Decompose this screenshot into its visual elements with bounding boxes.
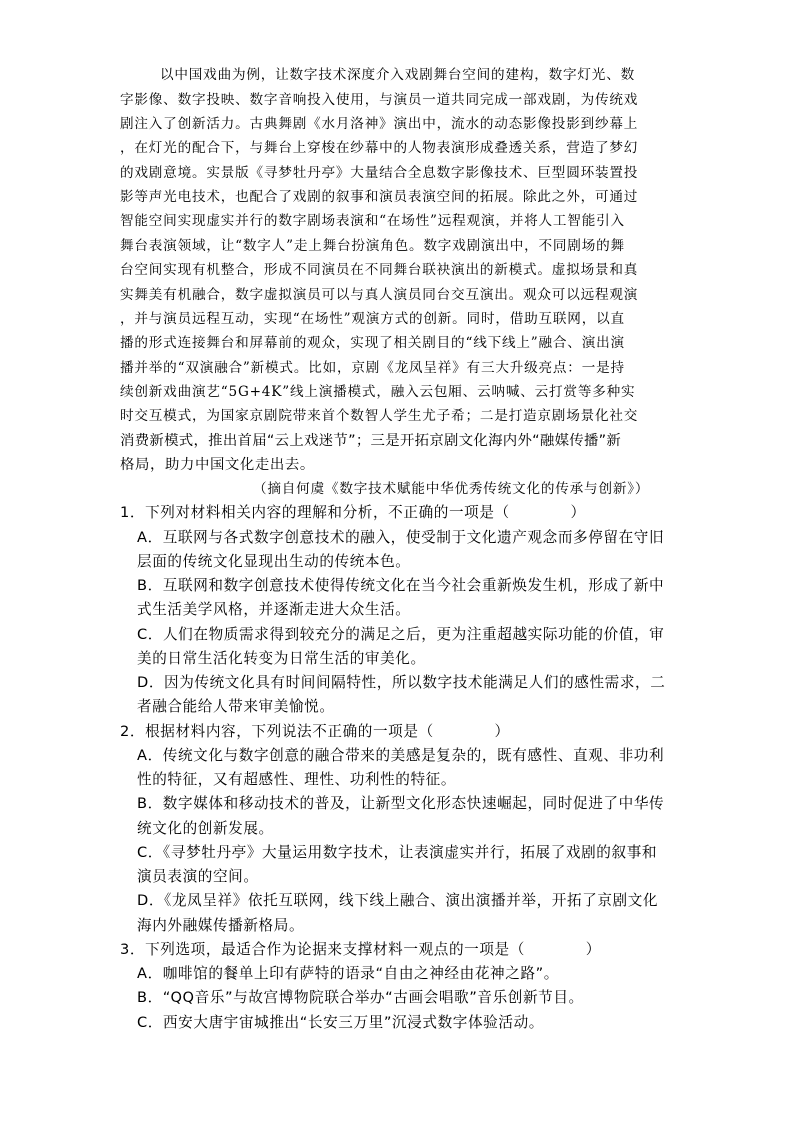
passage-line: 智能空间实现虚实并行的数字剧场表演和“在场性”远程观演，并将人工智能引入 [120,213,625,229]
passage-line: 播的形式连接舞台和屏幕前的观众，实现了相关剧目的“线下线上”融合、演出演 [120,335,625,351]
passage-line: ，在灯光的配合下，与舞台上穿梭在纱幕中的人物表演形成叠透关系，营造了梦幻 [120,140,639,156]
passage-line: 字影像、数字投映、数字音响投入使用，与演员一道共同完成一部戏剧，为传统戏 [120,92,639,108]
passage-line: 续创新戏曲演艺“5G+4K”线上演播模式，融入云包厢、云呐喊、云打赏等多种实 [120,384,636,400]
passage-line: 以中国戏曲为例，让数字技术深度介入戏剧舞台空间的建构，数字灯光、数 [160,67,635,83]
question-3-option-a: A．咖啡馆的餐单上印有萨特的语录“自由之神经由花神之路”。 [137,965,559,982]
source-citation: （摘自何虞《数字技术赋能中华优秀传统文化的传承与创新》） [253,481,650,497]
question-1-option-c: C．人们在物质需求得到较充分的满足之后，更为注重超越实际功能的价值，审 [137,626,665,643]
passage-line: 舞台表演领域，让“数字人”走上舞台扮演角色。数字戏剧演出中，不同剧场的舞 [120,238,625,254]
question-1-option-b-cont: 式生活美学风格，并逐渐走进大众生活。 [137,601,411,618]
question-1-option-a: A．互联网与各式数字创意技术的融入，使受制于文化遗产观念而多停留在守旧 [137,529,665,546]
question-2-option-b-cont: 统文化的创新发展。 [137,820,274,837]
question-2-option-d: D．《龙凤呈祥》依托互联网，线下线上融合、演出演播并举，开拓了京剧文化 [137,892,659,909]
question-1-option-a-cont: 层面的传统文化显现出生动的传统本色。 [137,553,411,570]
question-2-option-c-cont: 演员表演的空间。 [137,868,259,885]
passage-end: 格局，助力中国文化走出去。 [120,457,315,473]
passage-line: 剧注入了创新活力。古典舞剧《水月洛神》演出中，流水的动态影像投影到纱幕上 [120,116,639,132]
passage-line: 实舞美有机融合，数字虚拟演员可以与真人演员同台交互演出。观众可以远程观演 [120,287,639,303]
question-1-option-c-cont: 美的日常生活化转变为日常生活的审美化。 [137,650,426,667]
question-1-option-b: B．互联网和数字创意技术使得传统文化在当今社会重新焕发生机，形成了新中 [137,577,665,594]
question-2-stem: 2．根据材料内容，下列说法不正确的一项是（ ） [120,723,510,740]
question-3-option-c: C．西安大唐宇宙城推出“长安三万里”沉浸式数字体验活动。 [137,1014,544,1031]
question-1-option-d-cont: 者融合能给人带来审美愉悦。 [137,698,335,715]
passage-line: 的戏剧意境。实景版《寻梦牡丹亭》大量结合全息数字影像技术、巨型圆环装置投 [120,165,639,181]
question-2-option-a: A．传统文化与数字创意的融合带来的美感是复杂的，既有感性、直观、非功利 [137,747,665,764]
question-2-option-b: B．数字媒体和移动技术的普及，让新型文化形态快速崛起，同时促进了中华传 [137,795,665,812]
passage-line: 时交互模式，为国家京剧院带来首个数智人学生尤子希；二是打造京剧场景化社交 [120,408,639,424]
passage-line: 播并举的“双演融合”新模式。比如，京剧《龙凤呈祥》有三大升级亮点：一是持 [120,360,625,376]
question-3-option-b: B．“QQ音乐”与故宫博物院联合举办“古画会唱歌”音乐创新节目。 [137,989,584,1006]
question-3-stem: 3．下列选项，最适合作为论据来支撑材料一观点的一项是（ ） [120,941,601,958]
passage-line: ，并与演员远程互动，实现“在场性”观演方式的创新。同时，借助互联网，以直 [120,311,625,327]
question-1-option-d: D．因为传统文化具有时间间隔特性，所以数字技术能满足人们的感性需求，二 [137,674,666,691]
passage-line: 台空间实现有机整合，形成不同演员在不同舞台联袂演出的新模式。虚拟场景和真 [120,262,639,278]
question-2-option-a-cont: 性的特征，又有超感性、理性、功利性的特征。 [137,771,457,788]
passage-line: 消费新模式，推出首届“云上戏迷节”；三是开拓京剧文化海内外“融媒传播”新 [120,433,622,449]
question-2-option-c: C．《寻梦牡丹亭》大量运用数字技术，让表演虚实并行，拓展了戏剧的叙事和 [137,844,658,861]
question-1-stem: 1．下列对材料相关内容的理解和分析，不正确的一项是（ ） [120,504,586,521]
passage-line: 影等声光电技术，也配合了戏剧的叙事和演员表演空间的拓展。除此之外，可通过 [120,189,639,205]
question-2-option-d-cont: 海内外融媒传播新格局。 [137,917,305,934]
